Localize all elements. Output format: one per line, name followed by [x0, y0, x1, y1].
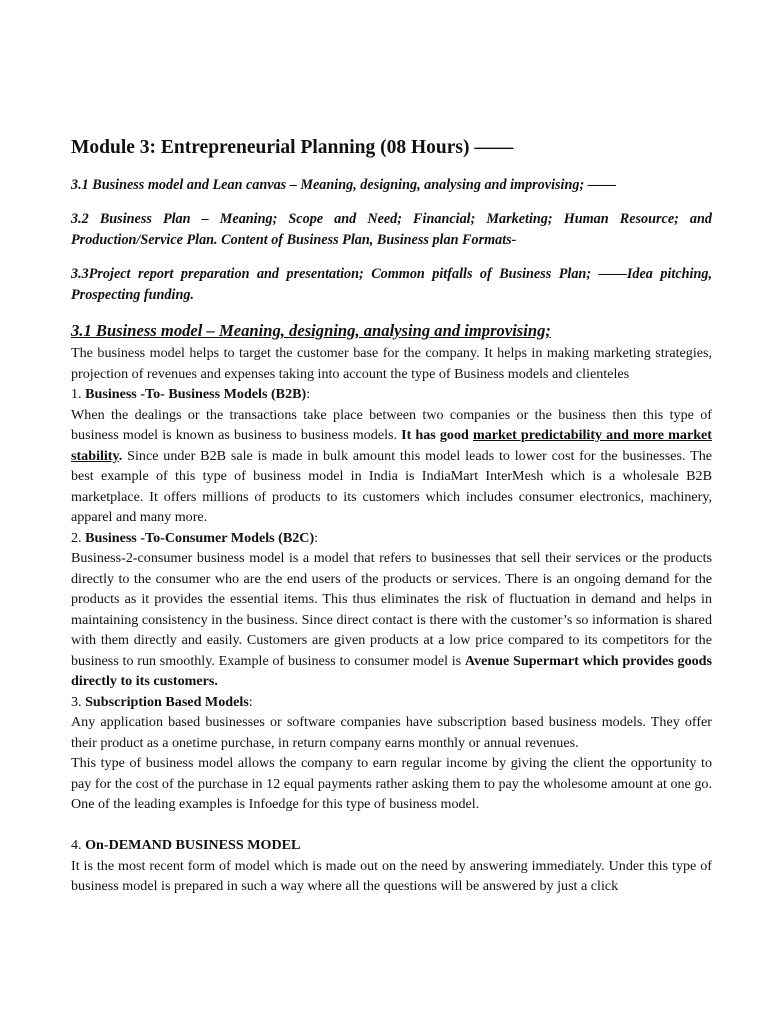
subscription-paragraph-2: This type of business model allows the company to earn regular income by giving the client the opportunity to pay for the cost of the purchase in 12 equal payments rather asking them to pay the wholesome amount at one go. One of the leading examples is Infoedge for this type of business model. — [71, 755, 712, 812]
subscription-heading — [71, 692, 712, 713]
outline-item-3-1: 3.1 Business model and Lean canvas – Meaning, designing, analysing and improvising; —— — [71, 177, 617, 193]
subscription-colon: : — [248, 693, 253, 710]
b2c-paragraph — [71, 548, 712, 692]
on-demand-number: 4. — [71, 837, 86, 853]
b2b-bold-lead: It has good — [401, 427, 473, 443]
intro-paragraph: The business model helps to target the customer base for the company. It helps in making marketing strategies, projection of revenues and expenses taking into account the type of Business models and clienteles — [71, 345, 712, 382]
outline-item-3-2: 3.2 Business Plan – Meaning; Scope and Need; Financial; Marketing; Human Resource; and Production/Service Plan. Content of Business Plan, Business plan Formats- — [71, 211, 712, 248]
on-demand-title: On-DEMAND BUSINESS MODEL — [85, 837, 301, 853]
on-demand-paragraph: It is the most recent form of model which is made out on the need by answering immediately. Under this type of business model is prepared in such a way where all the questions will be answered by just a click — [71, 857, 712, 894]
module-title: Module 3: Entrepreneurial Planning (08 Hours) —— — [71, 137, 514, 158]
spacer — [71, 815, 712, 836]
b2c-bold-example: Avenue Supermart which provides goods directly to its customers. — [71, 652, 712, 689]
section-heading: 3.1 Business model – Meaning, designing, analysing and improvising; — [71, 321, 551, 340]
b2c-colon: : — [314, 529, 319, 546]
document-body — [71, 343, 712, 897]
b2c-heading — [71, 528, 712, 549]
on-demand-heading — [71, 835, 712, 856]
b2b-number: 1. — [71, 386, 86, 402]
subscription-number: 3. — [71, 693, 86, 710]
b2b-title: Business -To- Business Models (B2B) — [85, 386, 307, 402]
b2c-text: Business-2-consumer business model is a model that refers to businesses that sell their services or the products directly to the consumer who are the end users of the products or services. There is an ongoing demand for the products as it provides the essential items. This thus eliminates the risk of fluctuation in demand and helps in maintaining consistency in the business. Since direct contact is there with the customer’s so information is shared with them directly and easily. Customers are given products at a low price compared to its competitors for the business to run smoothly. Example of business to consumer model is — [71, 550, 712, 669]
b2c-title: Business -To-Consumer Models (B2C) — [85, 529, 315, 546]
outline-item-3-3: 3.3Project report preparation and presentation; Common pitfalls of Business Plan; ——Idea pitching, Prospecting funding. — [71, 266, 712, 303]
b2b-bold-underlined: market predictability and more market stability — [71, 427, 712, 464]
subscription-paragraph-1: Any application based businesses or software companies have subscription based business models. They offer their product as a onetime purchase, in return company earns monthly or annual revenues. — [71, 714, 712, 751]
b2b-colon: : — [306, 386, 311, 402]
b2c-number: 2. — [71, 529, 86, 546]
subscription-title: Subscription Based Models — [85, 693, 249, 710]
b2b-text-1: When the dealings or the transactions take place between two companies or the business then this type of business model is known as business to business models. — [71, 406, 712, 443]
b2b-text-2: Since under B2B sale is made in bulk amount this model leads to lower cost for the businesses. The best example of this type of business model in India is IndiaMart InterMesh which is a wholesale B2B marketplace. It offers millions of products to its customers which includes consumer electronics, machinery, apparel and many more. — [71, 447, 712, 525]
b2b-paragraph — [71, 405, 712, 528]
b2b-bold-period: . — [118, 447, 123, 464]
b2b-heading — [71, 384, 712, 405]
